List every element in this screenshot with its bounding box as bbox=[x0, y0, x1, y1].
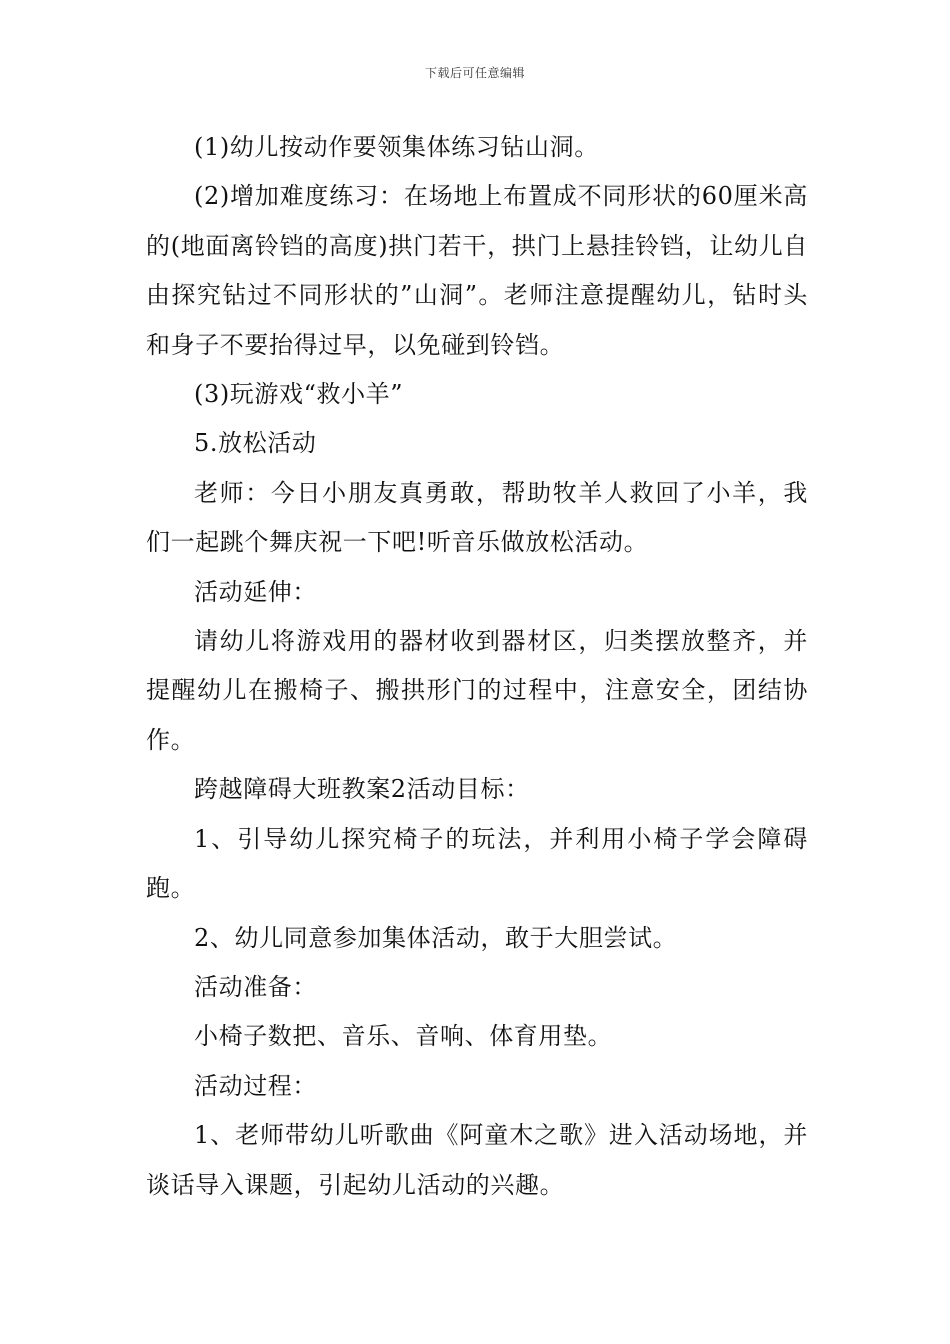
paragraph: (3)玩游戏“救小羊” bbox=[194, 380, 404, 409]
section-heading: 活动过程： bbox=[194, 1071, 317, 1100]
paragraph: (1)幼儿按动作要领集体练习钻山洞。 bbox=[194, 133, 599, 161]
page-header: 下载后可任意编辑 bbox=[424, 66, 525, 80]
paragraph: 小椅子数把、音乐、音响、体育用垫。 bbox=[194, 1022, 613, 1051]
paragraph: 请幼儿将游戏用的器材收到器材区，归类摆放整齐，并提醒幼儿在搬椅子、搬拱形门的过程中，注意安全，团结协作。 bbox=[146, 627, 808, 754]
document-body bbox=[146, 123, 808, 1210]
section-heading: 活动准备： bbox=[194, 972, 317, 1001]
paragraph: 1、引导幼儿探究椅子的玩法，并利用小椅子学会障碍跑。 bbox=[146, 824, 808, 903]
paragraph: 2、幼儿同意参加集体活动，敢于大胆尝试。 bbox=[194, 923, 678, 952]
paragraph: 老师：今日小朋友真勇敢，帮助牧羊人救回了小羊，我们一起跳个舞庆祝一下吧!听音乐做放松活动。 bbox=[146, 478, 808, 557]
paragraph: (2)增加难度练习：在场地上布置成不同形状的60厘米高的(地面离铃铛的高度)拱门若干，拱门上悬挂铃铛，让幼儿自由探究钻过不同形状的”山洞”。老师注意提醒幼儿，钻时头和身子不要抬得过早，以免碰到铃铛。 bbox=[146, 182, 808, 359]
section-heading: 活动延伸： bbox=[194, 577, 317, 606]
paragraph: 1、老师带幼儿听歌曲《阿童木之歌》进入活动场地，并谈话导入课题，引起幼儿活动的兴趣。 bbox=[146, 1121, 808, 1199]
section-heading: 跨越障碍大班教案2活动目标： bbox=[194, 775, 530, 804]
section-heading: 5.放松活动 bbox=[194, 429, 317, 458]
